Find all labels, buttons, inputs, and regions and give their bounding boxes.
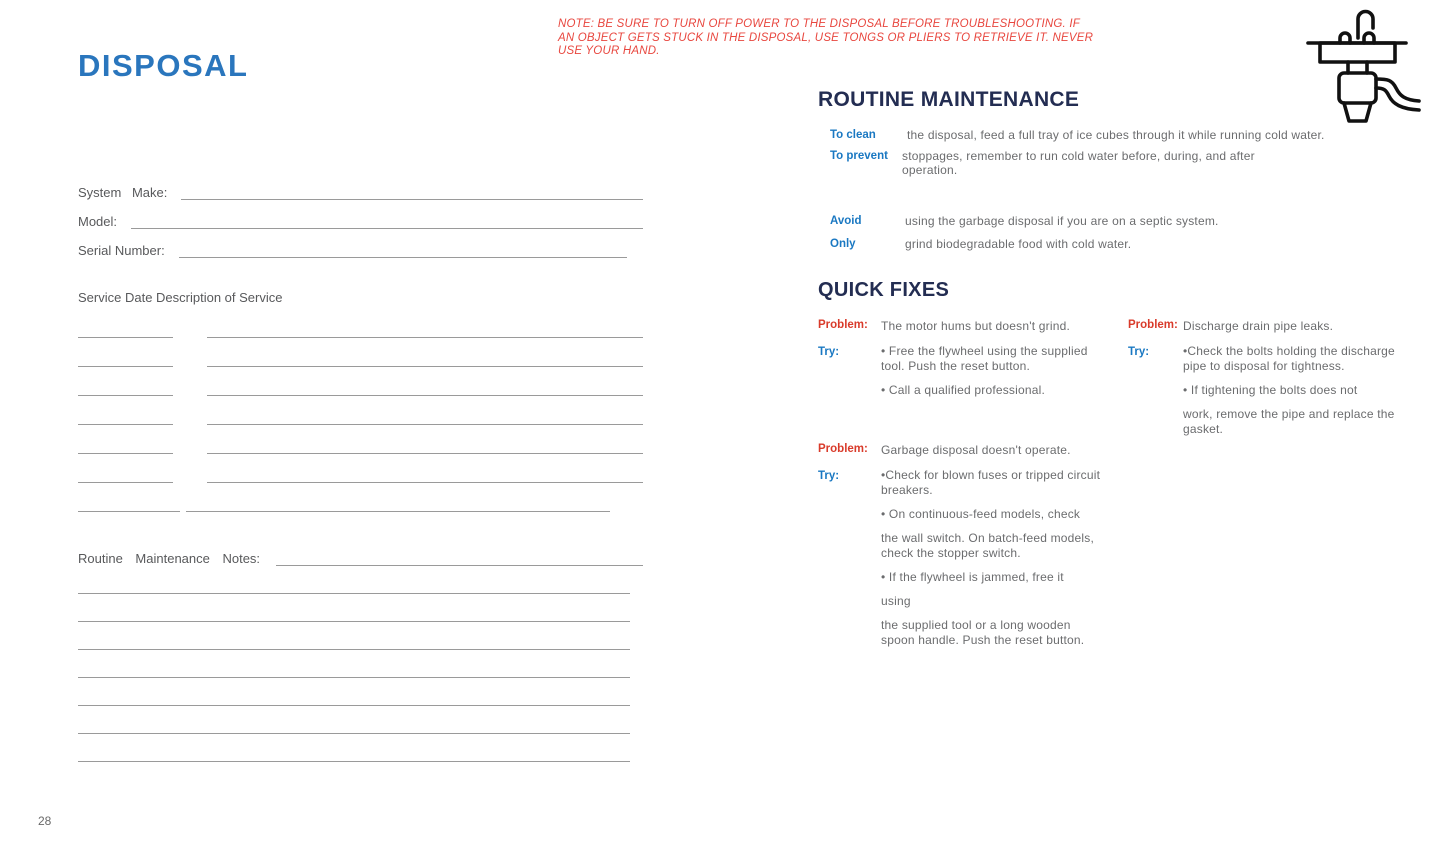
try-list [1183,344,1406,446]
service-row [78,498,643,512]
model-label: Model: [78,214,118,229]
try-label: Try: [818,345,840,358]
service-date-blank-line [78,411,173,425]
service-log-rows [78,324,643,512]
service-row [78,353,643,367]
service-log-header: Service Date Description of Service [78,290,283,305]
service-description-blank-line [207,353,643,367]
problem-text: Discharge drain pipe leaks. [1183,318,1334,333]
problem-label: Problem: [1128,318,1178,331]
try-item: •Check for blown fuses or tripped circuit breakers. [881,467,1101,497]
quick-fixes-heading: QUICK FIXES [818,278,950,301]
tip-text: using the garbage disposal if you are on a septic system. [905,214,1219,229]
notes-blank-line [78,566,630,594]
notes-blank-line [78,650,630,678]
service-date-blank-line [78,324,173,338]
service-row [78,440,643,454]
tip-only [830,237,1410,251]
quick-fixes-left-column [818,319,1128,657]
quick-fix-block [1128,319,1406,446]
service-row [78,382,643,396]
problem-text: Garbage disposal doesn't operate. [881,442,1071,457]
quick-fix-block [818,443,1128,657]
notes-line-group [78,566,630,762]
try-item: • On continuous-feed models, check [881,506,1081,521]
try-item: • If tightening the bolts does not [1183,382,1358,397]
service-date-blank-line [78,353,173,367]
service-description-blank-line [186,498,610,512]
tip-label: Only [830,237,856,250]
tip-to-clean [830,128,1410,142]
page-number: 28 [38,814,52,828]
service-description-blank-line [207,382,643,396]
try-list [881,344,1101,407]
try-item: •Check the bolts holding the discharge pipe to disposal for tightness. [1183,343,1395,373]
info-column [818,88,1410,657]
try-list [881,468,1101,657]
try-label: Try: [818,469,840,482]
try-item: • Call a qualified professional. [881,382,1046,397]
notes-blank-line [78,594,630,622]
routine-maintenance-notes-label: Routine Maintenance Notes: [78,551,261,566]
service-description-blank-line [207,440,643,454]
system-make-blank-line [181,183,643,200]
service-date-blank-line [78,469,173,483]
tip-label: To clean [830,129,876,141]
routine-maintenance-tips [818,128,1410,251]
try-item: the supplied tool or a long wooden spoon handle. Push the reset button. [881,617,1085,647]
field-serial-number [78,241,643,258]
tip-text: grind biodegradable food with cold water. [905,236,1132,251]
try-item: • If the flywheel is jammed, free it [881,569,1064,584]
problem-text: The motor hums but doesn't grind. [881,318,1070,333]
field-routine-maintenance-notes [78,549,643,566]
service-description-blank-line [207,324,643,338]
tip-text: stoppages, remember to run cold water before, during, and after operation. [902,149,1255,178]
tip-label: Avoid [830,215,862,228]
tip-text: the disposal, feed a full tray of ice cubes through it while running cold water. [907,128,1325,142]
notes-blank-line [78,706,630,734]
notes-blank-line [78,622,630,650]
quick-fixes-columns [818,319,1410,657]
field-model [78,212,643,229]
try-item: the wall switch. On batch-feed models, check the stopper switch. [881,530,1095,560]
problem-label: Problem: [818,318,868,331]
service-date-blank-line [78,382,173,396]
model-blank-line [131,212,643,229]
service-description-blank-line [207,469,643,483]
try-label: Try: [1128,345,1150,358]
service-description-blank-line [207,411,643,425]
serial-number-label: Serial Number: [78,243,165,258]
equipment-form [78,183,643,762]
service-date-blank-line [78,440,173,454]
tip-avoid [830,214,1410,228]
quick-fixes-right-column [1128,319,1406,657]
try-item: using [881,593,911,608]
service-row [78,469,643,483]
field-system-make [78,183,643,200]
problem-label: Problem: [818,442,868,455]
try-item: • Free the flywheel using the supplied tool. Push the reset button. [881,343,1088,373]
notes-blank-line [276,549,643,566]
notes-blank-line [78,734,630,762]
service-row [78,411,643,425]
service-date-blank-line [78,498,180,512]
service-row [78,324,643,338]
routine-maintenance-heading: ROUTINE MAINTENANCE [818,88,1080,111]
page-title: DISPOSAL [78,48,249,83]
serial-number-blank-line [179,241,627,258]
try-item: work, remove the pipe and replace the gasket. [1183,406,1395,436]
quick-fix-block [818,319,1128,407]
notes-blank-line [78,678,630,706]
tip-to-prevent [830,149,1410,177]
safety-note: NOTE: BE SURE TO TURN OFF POWER TO THE DISPOSAL BEFORE TROUBLESHOOTING. IF AN OBJECT GETS STUCK IN THE DISPOSAL, USE TONGS OR PLIERS TO RETRIEVE IT. NEVER USE YOUR HAND. [558,18,1094,58]
system-make-label: System Make: [78,185,168,200]
tip-label: To prevent [830,150,888,163]
